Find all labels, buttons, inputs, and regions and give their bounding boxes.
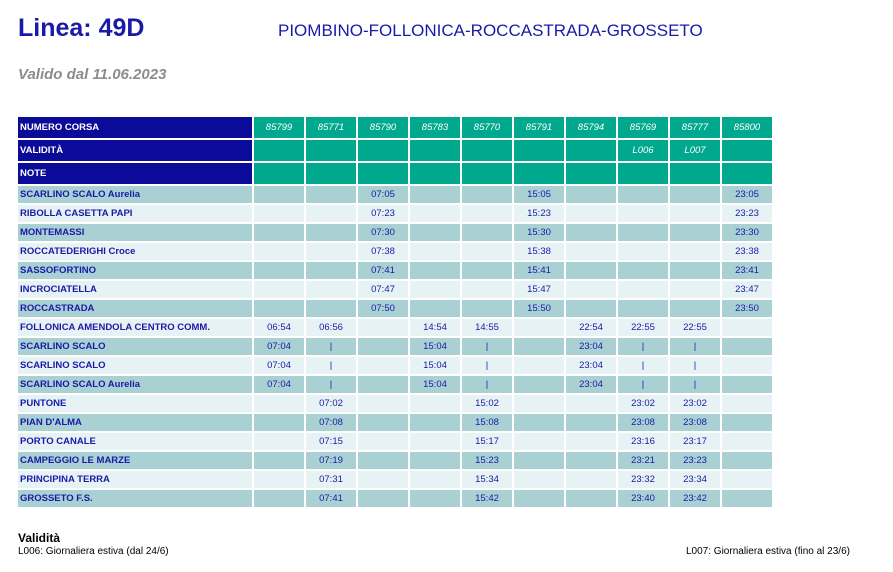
time-cell [722,338,772,355]
time-cell [358,338,408,355]
time-cell [514,490,564,507]
time-cell: | [306,376,356,393]
time-cell: 23:42 [670,490,720,507]
header-cell [254,163,304,184]
time-cell [358,376,408,393]
stop-row [18,414,772,431]
stop-name: ROCCASTRADA [18,300,252,317]
time-cell [358,357,408,374]
time-cell [722,471,772,488]
time-cell [722,452,772,469]
time-cell [306,205,356,222]
header-cell [514,163,564,184]
time-cell [618,262,668,279]
time-cell [566,433,616,450]
time-cell [514,433,564,450]
time-cell [254,186,304,203]
stop-name: GROSSETO F.S. [18,490,252,507]
time-cell: 15:04 [410,376,460,393]
time-cell [306,281,356,298]
stop-row [18,490,772,507]
line-title: Linea: 49D [18,14,145,42]
time-cell [514,471,564,488]
time-cell [254,471,304,488]
time-cell: 23:02 [618,395,668,412]
header-cell: 85790 [358,117,408,138]
time-cell [670,186,720,203]
time-cell [306,224,356,241]
time-cell: 07:04 [254,376,304,393]
time-cell [254,452,304,469]
stop-row [18,471,772,488]
time-cell: 23:21 [618,452,668,469]
header-cell [566,163,616,184]
stop-name: PUNTONE [18,395,252,412]
time-cell: 23:40 [618,490,668,507]
time-cell [514,338,564,355]
time-cell [670,300,720,317]
time-cell [462,243,512,260]
time-cell: 23:16 [618,433,668,450]
time-cell: 23:23 [670,452,720,469]
time-cell [358,452,408,469]
time-cell: 23:08 [618,414,668,431]
stop-name: INCROCIATELLA [18,281,252,298]
stop-name: CAMPEGGIO LE MARZE [18,452,252,469]
time-cell [254,395,304,412]
time-cell: 07:15 [306,433,356,450]
time-cell: 15:42 [462,490,512,507]
stop-row [18,262,772,279]
time-cell: 07:23 [358,205,408,222]
time-cell [618,205,668,222]
time-cell: | [462,376,512,393]
time-cell [254,224,304,241]
time-cell: 07:41 [358,262,408,279]
header-cell: L007 [670,140,720,161]
time-cell [618,281,668,298]
time-cell: 07:04 [254,338,304,355]
time-cell [566,262,616,279]
stop-row [18,452,772,469]
time-cell: | [670,357,720,374]
time-cell: 23:50 [722,300,772,317]
time-cell: 15:08 [462,414,512,431]
time-cell: 15:23 [514,205,564,222]
time-cell [410,490,460,507]
time-cell [670,205,720,222]
time-cell: 06:54 [254,319,304,336]
time-cell [514,414,564,431]
time-cell [306,186,356,203]
stop-name: PIAN D'ALMA [18,414,252,431]
time-cell [618,186,668,203]
stop-row [18,395,772,412]
time-cell [722,433,772,450]
time-cell [566,414,616,431]
header-cell: 85769 [618,117,668,138]
time-cell: 23:30 [722,224,772,241]
time-cell [566,395,616,412]
stop-name: FOLLONICA AMENDOLA CENTRO COMM. [18,319,252,336]
time-cell [514,452,564,469]
stop-name: SCARLINO SCALO Aurelia [18,186,252,203]
time-cell [358,414,408,431]
header-cell [358,140,408,161]
time-cell: 07:41 [306,490,356,507]
header-cell [722,163,772,184]
header-cell: 85770 [462,117,512,138]
time-cell [410,471,460,488]
header-cell [306,140,356,161]
header-cell [410,140,460,161]
time-cell [566,471,616,488]
time-cell [462,300,512,317]
header-cell: 85799 [254,117,304,138]
time-cell: 07:38 [358,243,408,260]
time-cell [306,262,356,279]
stop-name: SCARLINO SCALO [18,357,252,374]
time-cell [566,224,616,241]
header-cell [618,163,668,184]
time-cell [254,414,304,431]
time-cell [254,262,304,279]
time-cell [722,376,772,393]
time-cell [462,262,512,279]
header-cell: 85783 [410,117,460,138]
header-cell [254,140,304,161]
time-cell: | [618,376,668,393]
time-cell [410,433,460,450]
stop-name: SASSOFORTINO [18,262,252,279]
time-cell [358,319,408,336]
time-cell: 07:05 [358,186,408,203]
header-label: NUMERO CORSA [18,117,252,138]
stop-name: PORTO CANALE [18,433,252,450]
stop-name: SCARLINO SCALO Aurelia [18,376,252,393]
time-cell: 07:04 [254,357,304,374]
time-cell [410,452,460,469]
time-cell: 23:23 [722,205,772,222]
time-cell: 15:04 [410,338,460,355]
time-cell [254,433,304,450]
timetable [16,115,774,509]
header-cell: 85777 [670,117,720,138]
time-cell: 23:04 [566,376,616,393]
stop-row [18,376,772,393]
stop-row [18,224,772,241]
time-cell: 23:34 [670,471,720,488]
time-cell: | [618,357,668,374]
time-cell: 23:04 [566,357,616,374]
time-cell: 22:54 [566,319,616,336]
header-cell [566,140,616,161]
time-cell [254,281,304,298]
time-cell [670,243,720,260]
time-cell [410,262,460,279]
time-cell [618,300,668,317]
time-cell [410,186,460,203]
time-cell [566,490,616,507]
time-cell [254,490,304,507]
time-cell: 23:38 [722,243,772,260]
time-cell: 23:41 [722,262,772,279]
header-cell: L006 [618,140,668,161]
time-cell: 23:47 [722,281,772,298]
stop-name: MONTEMASSI [18,224,252,241]
time-cell [618,224,668,241]
time-cell: 14:54 [410,319,460,336]
time-cell [462,224,512,241]
time-cell: 14:55 [462,319,512,336]
time-cell: 07:31 [306,471,356,488]
time-cell [566,243,616,260]
time-cell: 22:55 [618,319,668,336]
time-cell [462,186,512,203]
time-cell: 07:47 [358,281,408,298]
header-cell [306,163,356,184]
time-cell [514,395,564,412]
time-cell [514,319,564,336]
time-cell: 23:04 [566,338,616,355]
header-row [18,140,772,161]
time-cell: 15:34 [462,471,512,488]
header-label: NOTE [18,163,252,184]
time-cell: | [306,338,356,355]
time-cell: 23:08 [670,414,720,431]
header-cell: 85771 [306,117,356,138]
time-cell [566,452,616,469]
header-label: VALIDITÀ [18,140,252,161]
header-cell [722,140,772,161]
time-cell [670,262,720,279]
time-cell: | [462,338,512,355]
time-cell: 15:23 [462,452,512,469]
time-cell [722,357,772,374]
time-cell [254,300,304,317]
stop-row [18,243,772,260]
time-cell [722,490,772,507]
time-cell [670,281,720,298]
time-cell [618,243,668,260]
header-cell [514,140,564,161]
validity-note-l007: L007: Giornaliera estiva (fino al 23/6) [686,546,850,557]
time-cell [566,186,616,203]
time-cell [410,243,460,260]
time-cell: | [462,357,512,374]
header-cell: 85800 [722,117,772,138]
time-cell: 07:50 [358,300,408,317]
stop-row [18,205,772,222]
validity-legend-title: Validità [18,531,61,545]
time-cell [306,243,356,260]
header-cell [462,163,512,184]
time-cell: 06:56 [306,319,356,336]
time-cell: 15:17 [462,433,512,450]
time-cell: 23:32 [618,471,668,488]
time-cell [410,224,460,241]
stop-row [18,300,772,317]
time-cell: | [670,376,720,393]
header-cell: 85791 [514,117,564,138]
header-cell [462,140,512,161]
stop-name: RIBOLLA CASETTA PAPI [18,205,252,222]
time-cell: | [670,338,720,355]
time-cell [566,205,616,222]
time-cell: 15:05 [514,186,564,203]
time-cell [410,205,460,222]
time-cell [722,319,772,336]
header-cell: 85794 [566,117,616,138]
route-name: PIOMBINO-FOLLONICA-ROCCASTRADA-GROSSETO [278,21,703,40]
time-cell [358,433,408,450]
time-cell [410,300,460,317]
header-cell [358,163,408,184]
stop-name: ROCCATEDERIGHI Croce [18,243,252,260]
time-cell: 07:30 [358,224,408,241]
stop-row [18,338,772,355]
time-cell [722,414,772,431]
stop-row [18,186,772,203]
time-cell [410,395,460,412]
header-cell [410,163,460,184]
time-cell [514,357,564,374]
time-cell: | [618,338,668,355]
stop-row [18,357,772,374]
time-cell [462,281,512,298]
stop-row [18,281,772,298]
header-row [18,117,772,138]
time-cell [566,281,616,298]
validity-note-l006: L006: Giornaliera estiva (dal 24/6) [18,546,169,557]
time-cell: 07:02 [306,395,356,412]
time-cell: 15:47 [514,281,564,298]
header-cell [670,163,720,184]
time-cell [410,414,460,431]
valid-from: Valido dal 11.06.2023 [18,66,167,83]
time-cell [254,205,304,222]
time-cell: 23:17 [670,433,720,450]
time-cell: 15:02 [462,395,512,412]
time-cell: 15:30 [514,224,564,241]
time-cell: 23:02 [670,395,720,412]
time-cell [358,490,408,507]
time-cell: 15:04 [410,357,460,374]
time-cell: 15:38 [514,243,564,260]
time-cell [254,243,304,260]
time-cell: 15:50 [514,300,564,317]
header-row [18,163,772,184]
stop-name: PRINCIPINA TERRA [18,471,252,488]
time-cell [358,471,408,488]
time-cell [514,376,564,393]
time-cell [410,281,460,298]
time-cell: 22:55 [670,319,720,336]
time-cell [462,205,512,222]
stop-row [18,433,772,450]
time-cell: | [306,357,356,374]
stop-row [18,319,772,336]
time-cell [670,224,720,241]
time-cell: 15:41 [514,262,564,279]
time-cell: 07:19 [306,452,356,469]
time-cell: 23:05 [722,186,772,203]
time-cell [358,395,408,412]
time-cell [722,395,772,412]
stop-name: SCARLINO SCALO [18,338,252,355]
time-cell: 07:08 [306,414,356,431]
time-cell [566,300,616,317]
time-cell [306,300,356,317]
